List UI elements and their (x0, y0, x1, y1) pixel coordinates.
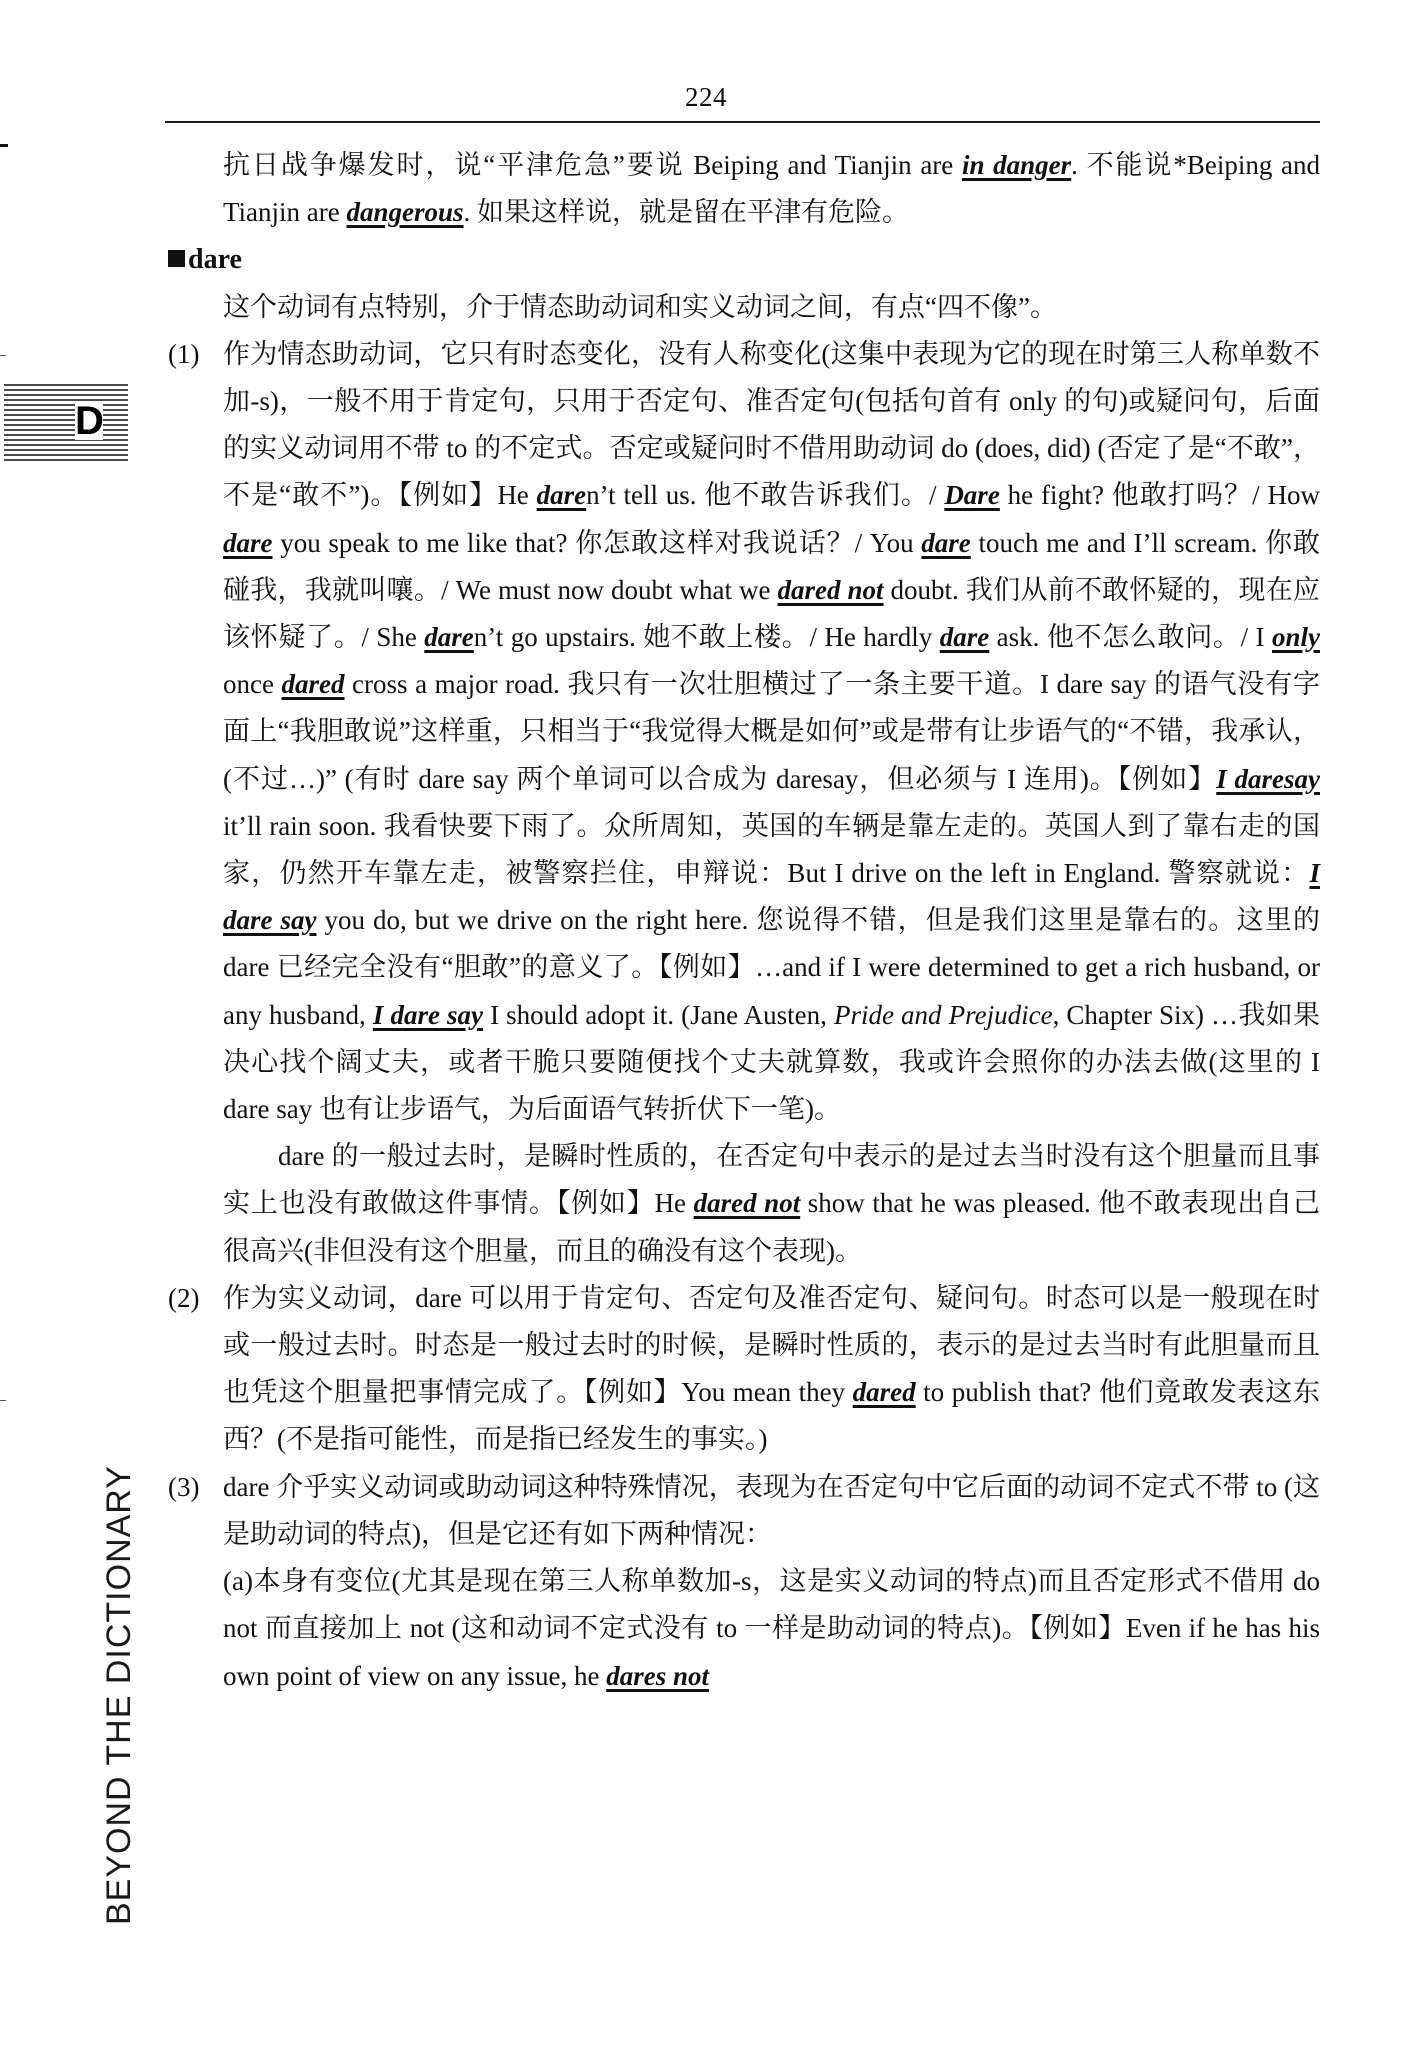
emphasized-phrase: dare (939, 622, 990, 653)
text-run: he fight? 他敢打吗？/ How (999, 480, 1320, 511)
book-title: Pride and Prejudice (833, 999, 1053, 1030)
text-run: (a)本身有变位(尤其是现在第三人称单数加-s，这是实义动词的特点)而且否定形式不借用 do not 而直接加上 not (这和动词不定式没有 to 一样是助动词的特点)。【例如】Even if he has his own point of view on any issue, he (223, 1566, 1320, 1691)
text-run: once (223, 669, 282, 700)
emphasized-phrase: dare (921, 527, 971, 558)
emphasized-phrase: dare (536, 480, 587, 511)
text-run: . 不能说*Beiping and Tianjin are (223, 150, 1321, 228)
entry-summary: 这个动词有点特别，介于情态助动词和实义动词之间，有点“四不像”。 (223, 291, 1057, 322)
usage-section-1 (168, 331, 1320, 1133)
section-number: (3) (168, 1471, 200, 1502)
entry-headword (168, 236, 1320, 283)
page-body (168, 142, 1320, 1700)
text-run: , Chapter Six) …我如果决心找个阔丈夫，或者干脆只要随便找个丈夫就算数，我或许会照你的办法去做(这里的 I dare say 也有让步语气，为后面语气转折伏下一笔)。 (223, 999, 1320, 1125)
text-run: . 如果这样说，就是留在平津有危险。 (463, 197, 910, 228)
emphasized-phrase: only (1271, 622, 1320, 653)
headword-text: dare (188, 244, 242, 276)
thumb-index-letter: D (75, 399, 104, 443)
emphasized-phrase: dangerous (346, 197, 464, 228)
section-number: (2) (168, 1282, 200, 1313)
text-run: dare 的一般过去时，是瞬时性质的，在否定句中表示的是过去当时没有这个胆量而且事实上也没有敢做这件事情。【例如】He (223, 1141, 1320, 1219)
emphasized-phrase: dared (852, 1377, 916, 1408)
emphasized-phrase: I dare say (223, 858, 1320, 936)
text-run: cross a major road. 我只有一次壮胆横过了一条主要干道。I dare say 的语气没有字面上“我胆敢说”这样重，只相当于“我觉得大概是如何”或是带有让步语气的“不错，我承认，(不过…)” (有时 dare say 两个单词可以合成为 daresay，但必须与 I 连用)。【例如】 (223, 669, 1320, 794)
usage-section-3a (168, 1558, 1320, 1700)
past-tense-paragraph (168, 1133, 1320, 1275)
text-run: 抗日战争爆发时，说“平津危急”要说 Beiping and Tianjin are (223, 150, 962, 180)
text-run: n’t tell us. 他不敢告诉我们。/ (586, 480, 945, 511)
text-run: doubt. 我们从前不敢怀疑的，现在应该怀疑了。/ She (223, 574, 1320, 653)
text-run: 作为实义动词，dare 可以用于肯定句、否定句及准否定句、疑问句。时态可以是一般现在时或一般过去时。时态是一般过去时的时候，是瞬时性质的，表示的是过去当时有此胆量而且也凭这个胆量把事情完成了。【例如】You mean they (223, 1282, 1320, 1408)
emphasized-phrase: I daresay (1216, 763, 1320, 794)
emphasized-phrase: dared not (693, 1188, 801, 1219)
text-run: I should adopt it. (Jane Austen, (483, 999, 834, 1030)
emphasized-phrase: in danger (961, 150, 1072, 180)
section-number: (1) (168, 338, 200, 369)
page-number: 224 (685, 82, 727, 112)
text-run: 作为情态助动词，它只有时态变化，没有人称变化(这集中表现为它的现在时第三人称单数不加-s)，一般不用于肯定句，只用于否定句、准否定句(包括句首有 only 的句)或疑问句，后面的实义动词用不带 to 的不定式。否定或疑问时不借用助动词 do (does, did) (否定了是“不敢”，不是“敢不”)。【例如】He (223, 338, 1320, 511)
emphasized-phrase: dare (424, 622, 474, 653)
intro-paragraph (168, 142, 1320, 236)
running-spine-title: BEYOND THE DICTIONARY (100, 1465, 138, 1925)
text-run: it’ll rain soon. 我看快要下雨了。众所周知，英国的车辆是靠左走的。英国人到了靠右走的国家，仍然开车靠左走，被警察拦住，申辩说：But I drive on the left in England. 警察就说： (223, 810, 1320, 889)
text-run: n’t go upstairs. 她不敢上楼。/ He hardly (473, 622, 940, 653)
text-run: ask. 他不怎么敢问。/ I (989, 622, 1272, 653)
emphasized-phrase: I dare say (372, 999, 484, 1030)
emphasized-phrase: Dare (944, 480, 1000, 511)
text-run: you speak to me like that? 你怎敢这样对我说话？/ You (272, 527, 922, 558)
header-rule (165, 121, 1320, 123)
text-run: to publish that? 他们竟敢发表这东西？(不是指可能性，而是指已经发生的事实。) (223, 1377, 1320, 1455)
usage-section-3 (168, 1464, 1320, 1558)
margin-tick-mark (0, 355, 6, 356)
text-run: touch me and I’ll scream. 你敢碰我，我就叫嚷。/ We must now doubt what we (223, 527, 1320, 605)
margin-tick-mark (0, 144, 8, 147)
emphasized-phrase: dared (281, 669, 345, 700)
text-run: you do, but we drive on the right here. 您说得不错，但是我们这里是靠右的。这里的 dare 已经完全没有“胆敢”的意义了。【例如】…and if I were determined to get a rich husband, or any husband, (223, 905, 1320, 1030)
margin-tick-mark (0, 1400, 6, 1401)
emphasized-phrase: dared not (777, 574, 884, 605)
black-square-bullet-icon (168, 250, 185, 267)
thumb-index-tab (4, 384, 128, 464)
emphasized-phrase: dares not (606, 1660, 709, 1691)
usage-section-2 (168, 1275, 1320, 1464)
text-run: dare 介乎实义动词或助动词这种特殊情况，表现为在否定句中它后面的动词不定式不带 to (这是助动词的特点)，但是它还有如下两种情况： (223, 1471, 1320, 1549)
emphasized-phrase: dare (223, 527, 273, 558)
text-run: show that he was pleased. 他不敢表现出自己很高兴(非但没有这个胆量，而且的确没有这个表现)。 (223, 1188, 1320, 1266)
